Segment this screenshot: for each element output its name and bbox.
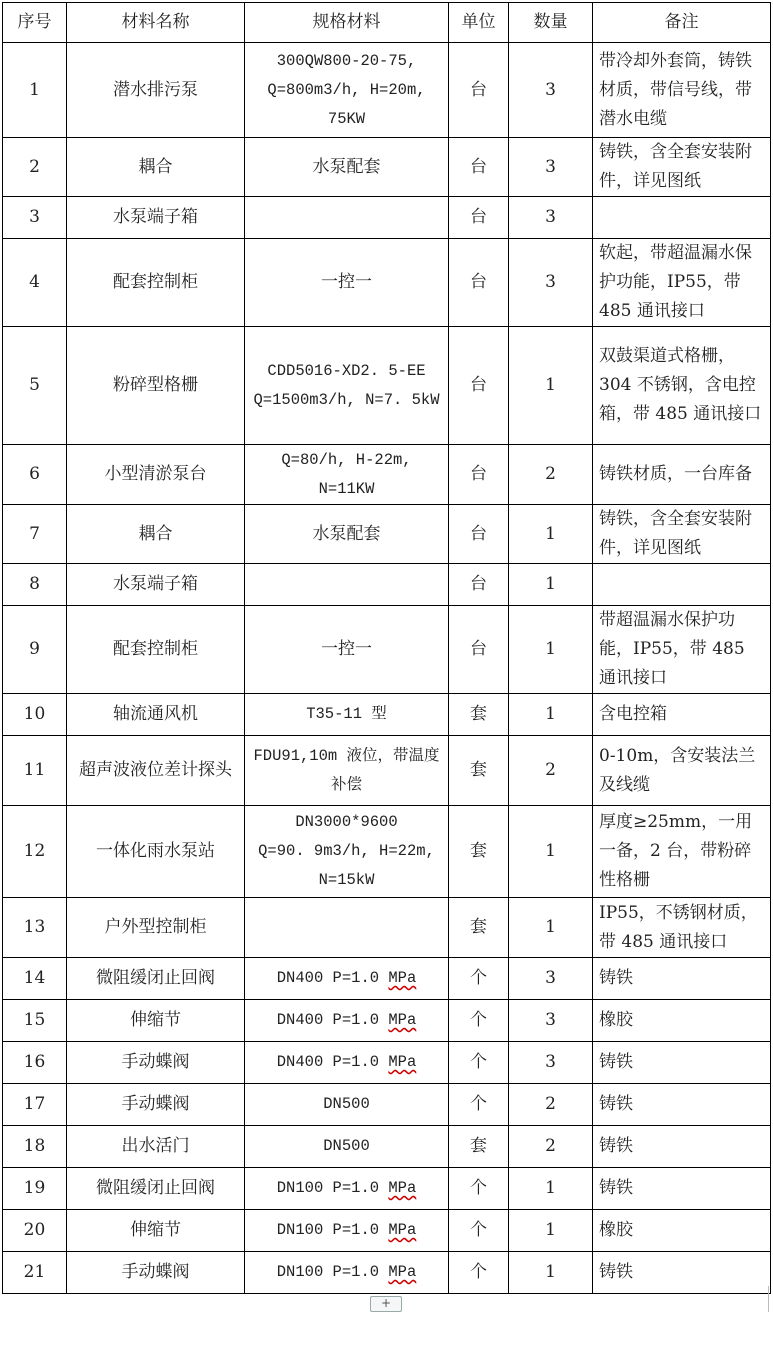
spec-line: N=15kW (318, 871, 375, 889)
spec-cell (245, 138, 449, 197)
row-number: 1 (3, 43, 67, 138)
material-name: 一体化雨水泵站 (67, 806, 245, 898)
table-row (3, 806, 771, 898)
unit-cell: 套 (449, 694, 509, 736)
row-number: 10 (3, 694, 67, 736)
spec-line: 75KW (327, 109, 366, 128)
note-cell: 铸铁 (593, 958, 771, 1000)
spec-line: CDD5016-XD2. 5-EE (267, 361, 426, 380)
spec-line: Q=800m3/h, H=20m, (267, 80, 426, 99)
material-name: 小型清淤泵台 (67, 445, 245, 505)
note-cell: 厚度≥25mm，一用一备，2 台，带粉碎性格栅 (593, 806, 771, 898)
table-row (3, 1252, 771, 1294)
material-name: 超声波液位差计探头 (67, 736, 245, 806)
qty-cell: 3 (509, 1000, 593, 1042)
material-name: 粉碎型格栅 (67, 327, 245, 445)
qty-cell: 2 (509, 736, 593, 806)
spec-cell (245, 806, 449, 898)
unit-cell: 台 (449, 606, 509, 694)
qty-cell: 2 (509, 1084, 593, 1126)
unit-cell: 套 (449, 806, 509, 898)
qty-cell: 1 (509, 564, 593, 606)
spec-cell (245, 43, 449, 138)
spec-line: 水泵配套 (312, 523, 381, 544)
row-number: 3 (3, 197, 67, 239)
spec-line: FDU91,10m 液位，带温度补偿 (253, 746, 440, 794)
table-row (3, 898, 771, 958)
table-row (3, 505, 771, 564)
table-row (3, 606, 771, 694)
row-number: 16 (3, 1042, 67, 1084)
unit-cell: 套 (449, 736, 509, 806)
unit-cell: 套 (449, 898, 509, 958)
spec-cell (245, 736, 449, 806)
note-cell: 带冷却外套筒，铸铁材质，带信号线，带潜水电缆 (593, 43, 771, 138)
note-cell: 铸铁 (593, 1168, 771, 1210)
table-row (3, 138, 771, 197)
table-row (3, 43, 771, 138)
qty-cell: 1 (509, 1210, 593, 1252)
note-cell: 铸铁 (593, 1126, 771, 1168)
qty-cell: 1 (509, 1168, 593, 1210)
row-number: 9 (3, 606, 67, 694)
qty-cell: 1 (509, 1252, 593, 1294)
spec-cell (245, 1252, 449, 1294)
material-name: 微阻缓闭止回阀 (67, 958, 245, 1000)
note-cell: 含电控箱 (593, 694, 771, 736)
qty-cell: 3 (509, 239, 593, 327)
spellcheck-mark: MPa (388, 1011, 417, 1029)
unit-cell: 台 (449, 197, 509, 239)
note-cell: 铸铁 (593, 1252, 771, 1294)
qty-cell: 3 (509, 138, 593, 197)
spec-line: DN100 P=1.0 MPa (276, 1263, 417, 1281)
qty-cell: 1 (509, 806, 593, 898)
material-name: 伸缩节 (67, 1000, 245, 1042)
spec-cell (245, 898, 449, 958)
note-cell: 铸铁，含全套安装附件，详见图纸 (593, 138, 771, 197)
spec-cell (245, 1042, 449, 1084)
materials-table (2, 2, 771, 1294)
spec-line: DN100 P=1.0 MPa (276, 1179, 417, 1197)
spellcheck-mark: MPa (388, 1053, 417, 1071)
material-name: 出水活门 (67, 1126, 245, 1168)
note-cell: 双鼓渠道式格栅，304 不锈钢，含电控箱，带 485 通讯接口 (593, 327, 771, 445)
table-row (3, 1084, 771, 1126)
spec-line: Q=80/h, H-22m, (281, 450, 412, 469)
qty-cell: 3 (509, 958, 593, 1000)
row-number: 13 (3, 898, 67, 958)
row-number: 20 (3, 1210, 67, 1252)
qty-cell: 1 (509, 606, 593, 694)
spec-cell (245, 445, 449, 505)
spec-line: 一控一 (321, 639, 372, 659)
row-number: 6 (3, 445, 67, 505)
note-cell: 软起，带超温漏水保护功能，IP55，带 485 通讯接口 (593, 239, 771, 327)
note-cell (593, 564, 771, 606)
row-number: 4 (3, 239, 67, 327)
unit-cell: 台 (449, 564, 509, 606)
unit-cell: 个 (449, 1084, 509, 1126)
spec-line: T35-11 型 (306, 705, 387, 723)
table-row (3, 1000, 771, 1042)
header-spec: 规格材料 (245, 3, 449, 43)
header-note: 备注 (593, 3, 771, 43)
material-name: 轴流通风机 (67, 694, 245, 736)
spellcheck-mark: MPa (388, 969, 417, 987)
spec-line: 300QW800-20-75, (276, 51, 417, 70)
table-row (3, 1042, 771, 1084)
unit-cell: 套 (449, 1126, 509, 1168)
spec-line: DN500 (323, 1095, 370, 1113)
row-number: 17 (3, 1084, 67, 1126)
spec-line: Q=1500m3/h, N=7. 5kW (253, 390, 440, 409)
header-unit: 单位 (449, 3, 509, 43)
table-row (3, 1210, 771, 1252)
row-number: 19 (3, 1168, 67, 1210)
note-cell: 铸铁，含全套安装附件，详见图纸 (593, 505, 771, 564)
note-cell: 铸铁材质，一台库备 (593, 445, 771, 505)
table-row (3, 958, 771, 1000)
spec-line: DN400 P=1.0 MPa (276, 1053, 417, 1071)
spellcheck-mark: MPa (388, 1179, 417, 1197)
material-name: 耦合 (67, 505, 245, 564)
unit-cell: 个 (449, 1252, 509, 1294)
unit-cell: 台 (449, 327, 509, 445)
spec-cell (245, 1168, 449, 1210)
unit-cell: 台 (449, 239, 509, 327)
table-row (3, 445, 771, 505)
qty-cell: 3 (509, 1042, 593, 1084)
qty-cell: 3 (509, 43, 593, 138)
spellcheck-mark: MPa (388, 1263, 417, 1281)
table-row (3, 239, 771, 327)
unit-cell: 个 (449, 1042, 509, 1084)
table-row (3, 197, 771, 239)
qty-cell: 3 (509, 197, 593, 239)
spec-cell (245, 694, 449, 736)
header-qty: 数量 (509, 3, 593, 43)
spec-line: 一控一 (321, 272, 372, 292)
material-name: 潜水排污泵 (67, 43, 245, 138)
spec-cell (245, 197, 449, 239)
spec-line: DN3000*9600 (295, 813, 398, 831)
row-number: 21 (3, 1252, 67, 1294)
material-name: 户外型控制柜 (67, 898, 245, 958)
material-name: 水泵端子箱 (67, 197, 245, 239)
table-body (3, 43, 771, 1294)
row-number: 8 (3, 564, 67, 606)
spec-cell (245, 1210, 449, 1252)
note-cell: IP55，不锈钢材质，带 485 通讯接口 (593, 898, 771, 958)
scroll-edge-marker[interactable] (768, 1286, 773, 1312)
unit-cell: 个 (449, 958, 509, 1000)
unit-cell: 个 (449, 1210, 509, 1252)
qty-cell: 1 (509, 898, 593, 958)
unit-cell: 台 (449, 138, 509, 197)
row-number: 15 (3, 1000, 67, 1042)
unit-cell: 台 (449, 445, 509, 505)
add-row-button[interactable]: + (370, 1296, 402, 1312)
unit-cell: 台 (449, 505, 509, 564)
table-row (3, 327, 771, 445)
spec-line: DN400 P=1.0 MPa (276, 1011, 417, 1029)
note-cell: 带超温漏水保护功能，IP55，带 485 通讯接口 (593, 606, 771, 694)
spec-line: N=11KW (318, 479, 375, 498)
row-number: 2 (3, 138, 67, 197)
spec-line: Q=90. 9m3/h, H=22m, (258, 842, 435, 860)
header-material-name: 材料名称 (67, 3, 245, 43)
material-name: 伸缩节 (67, 1210, 245, 1252)
note-cell (593, 197, 771, 239)
qty-cell: 1 (509, 327, 593, 445)
qty-cell: 1 (509, 505, 593, 564)
row-number: 18 (3, 1126, 67, 1168)
material-name: 微阻缓闭止回阀 (67, 1168, 245, 1210)
table-row (3, 564, 771, 606)
table-row (3, 694, 771, 736)
material-name: 手动蝶阀 (67, 1084, 245, 1126)
spec-cell (245, 505, 449, 564)
material-name: 手动蝶阀 (67, 1042, 245, 1084)
material-name: 配套控制柜 (67, 239, 245, 327)
unit-cell: 台 (449, 43, 509, 138)
material-name: 配套控制柜 (67, 606, 245, 694)
spec-cell (245, 327, 449, 445)
spec-cell (245, 564, 449, 606)
table-row (3, 736, 771, 806)
spec-cell (245, 1000, 449, 1042)
spec-line: 水泵配套 (312, 156, 381, 177)
note-cell: 0-10m，含安装法兰及线缆 (593, 736, 771, 806)
qty-cell: 2 (509, 1126, 593, 1168)
spec-cell (245, 1084, 449, 1126)
spec-cell (245, 1126, 449, 1168)
material-name: 手动蝶阀 (67, 1252, 245, 1294)
row-number: 5 (3, 327, 67, 445)
spec-cell (245, 606, 449, 694)
row-number: 7 (3, 505, 67, 564)
spec-line: DN400 P=1.0 MPa (276, 969, 417, 987)
unit-cell: 个 (449, 1000, 509, 1042)
row-number: 12 (3, 806, 67, 898)
table-row (3, 1126, 771, 1168)
note-cell: 铸铁 (593, 1042, 771, 1084)
spec-line: DN500 (323, 1137, 370, 1155)
spellcheck-mark: MPa (388, 1221, 417, 1239)
unit-cell: 个 (449, 1168, 509, 1210)
note-cell: 橡胶 (593, 1210, 771, 1252)
spec-cell (245, 239, 449, 327)
row-number: 14 (3, 958, 67, 1000)
note-cell: 橡胶 (593, 1000, 771, 1042)
row-number: 11 (3, 736, 67, 806)
header-row (3, 3, 771, 43)
note-cell: 铸铁 (593, 1084, 771, 1126)
material-name: 耦合 (67, 138, 245, 197)
header-no: 序号 (3, 3, 67, 43)
spec-line: DN100 P=1.0 MPa (276, 1221, 417, 1239)
qty-cell: 1 (509, 694, 593, 736)
material-name: 水泵端子箱 (67, 564, 245, 606)
spec-cell (245, 958, 449, 1000)
qty-cell: 2 (509, 445, 593, 505)
table-row (3, 1168, 771, 1210)
